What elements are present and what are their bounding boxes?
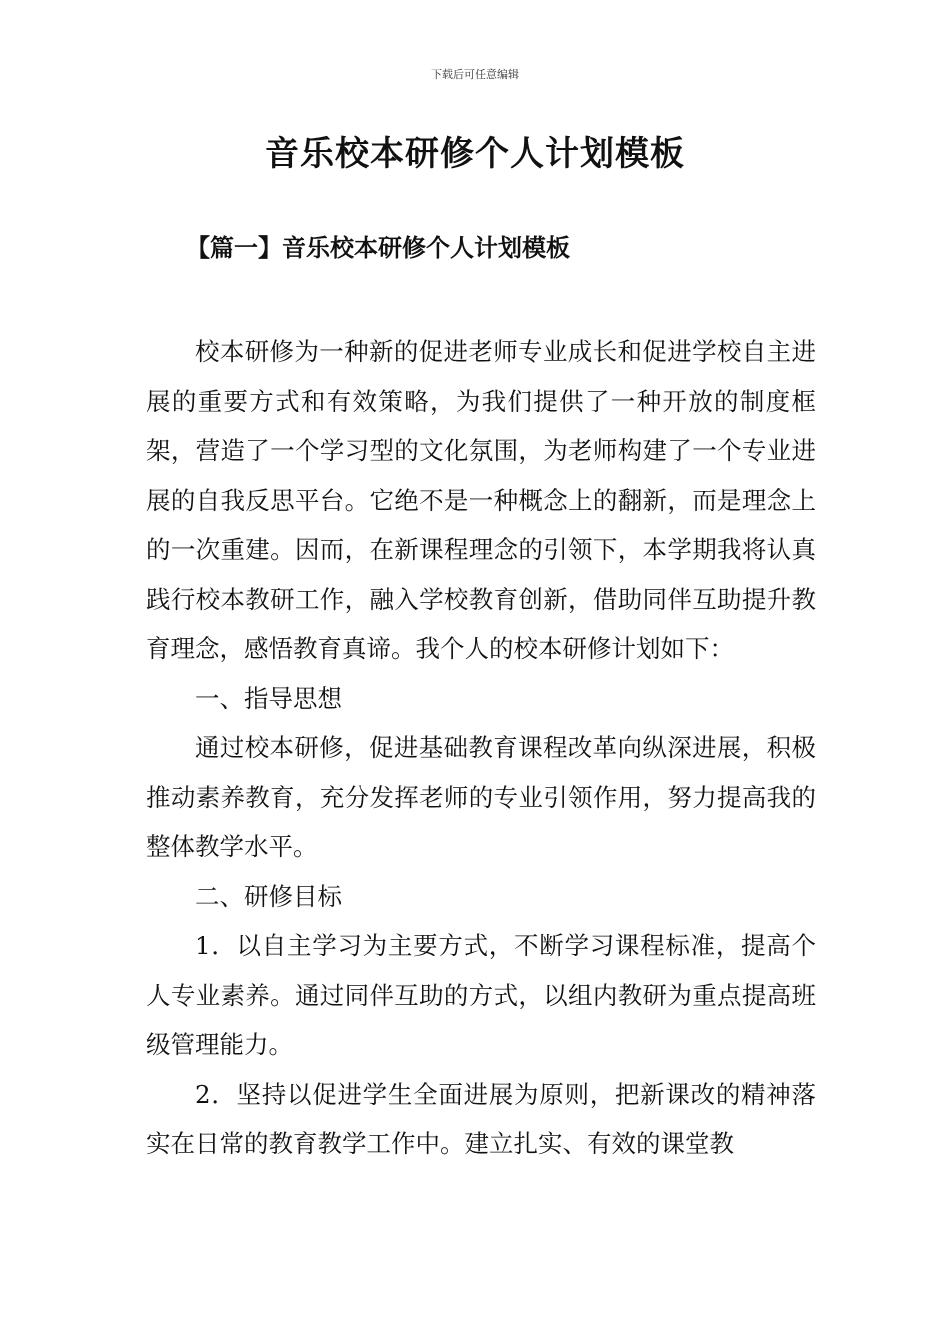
paragraph-intro: 校本研修为一种新的促进老师专业成长和促进学校自主进展的重要方式和有效策略，为我们提供了一种开放的制度框架，营造了一个学习型的文化氛围，为老师构建了一个专业进展的自我反思平台。它绝不是一种概念上的翻新，而是理念上的一次重建。因而，在新课程理念的引领下，本学期我将认真践行校本教研工作，融入学校教育创新，借助同伴互助提升教育理念，感悟教育真谛。我个人的校本研修计划如下：	[146, 337, 816, 663]
paragraph-goal-2: 2．坚持以促进学生全面进展为原则，把新课改的精神落实在日常的教育教学工作中。建立扎实、有效的课堂教	[146, 1079, 816, 1158]
document-body	[146, 327, 816, 1169]
section-title: 【篇一】音乐校本研修个人计划模板	[186, 233, 570, 262]
heading-guiding-ideology: 一、指导思想	[195, 683, 342, 713]
document-title: 音乐校本研修个人计划模板	[265, 134, 685, 174]
heading-research-goals: 二、研修目标	[195, 881, 342, 911]
paragraph-guiding-ideology: 通过校本研修，促进基础教育课程改革向纵深进展，积极推动素养教育，充分发挥老师的专业引领作用，努力提高我的整体教学水平。	[146, 733, 816, 861]
header-note: 下载后可任意编辑	[431, 68, 519, 81]
paragraph-goal-1: 1．以自主学习为主要方式，不断学习课程标准，提高个人专业素养。通过同伴互助的方式，以组内教研为重点提高班级管理能力。	[146, 931, 816, 1059]
